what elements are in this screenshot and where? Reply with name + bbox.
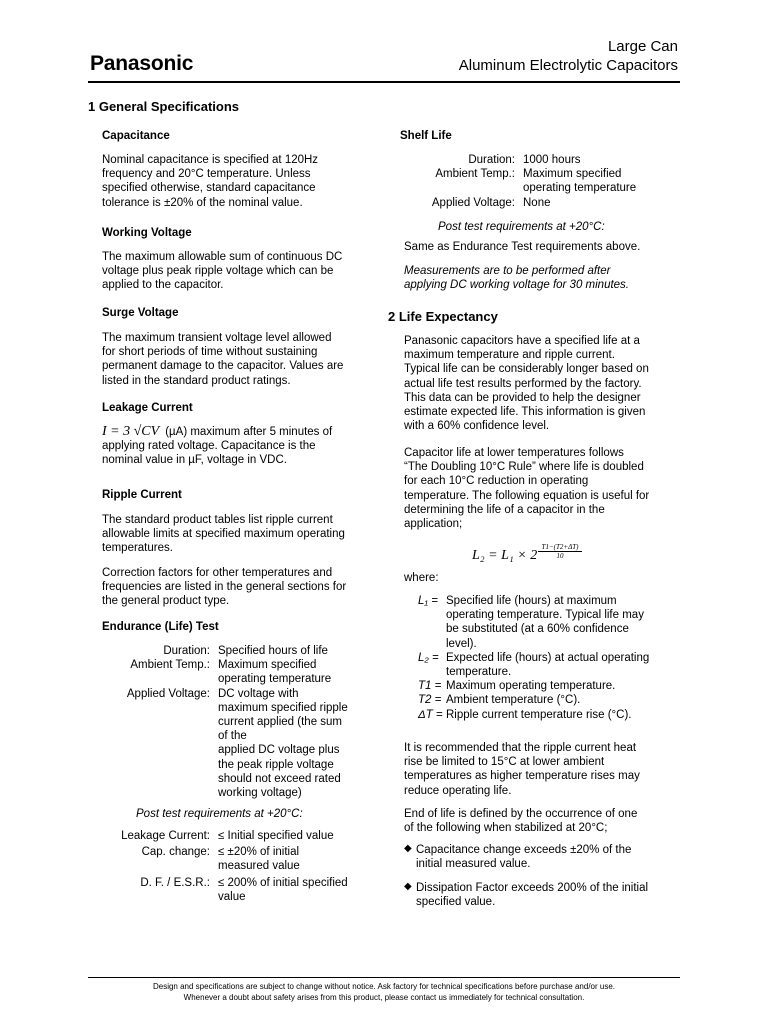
- shelf-ambient-label: Ambient Temp.:: [435, 168, 515, 181]
- leakage-formula: I = 3 √CV: [102, 424, 160, 439]
- shelf-duration-value: 1000 hours: [523, 154, 581, 166]
- endurance-post-test-table: [102, 829, 360, 904]
- section-title-general: 1 General Specifications: [88, 99, 240, 114]
- definition-t2: T2 = Ambient temperature (°C).: [418, 694, 581, 707]
- shelf-ambient-value: Maximum specified operating temperature: [523, 168, 637, 195]
- brand-logo: Panasonic: [90, 52, 194, 75]
- end-of-life-bullet-2: ◆ Dissipation Factor exceeds 200% of the initial specified value.: [404, 881, 649, 909]
- end-of-life-bullet-1: ◆ Capacitance change exceeds ±20% of the initial measured value.: [404, 843, 632, 871]
- heading-surge-voltage: Surge Voltage: [102, 307, 179, 319]
- header-rule: [88, 81, 680, 83]
- heading-endurance-test: Endurance (Life) Test: [102, 621, 219, 633]
- para-life-4: End of life is defined by the occurrence of one of the following when stabilized at 20°C;: [404, 808, 638, 835]
- diamond-bullet-icon: ◆: [404, 843, 412, 854]
- endurance-duration-value: Specified hours of life: [218, 645, 328, 657]
- where-label: where:: [404, 572, 439, 584]
- shelf-voltage-value: None: [523, 196, 551, 209]
- endurance-voltage-label: Applied Voltage:: [126, 687, 210, 700]
- shelf-life-table: [404, 153, 674, 210]
- heading-working-voltage: Working Voltage: [102, 227, 192, 239]
- shelf-measurements-note: Measurements are to be performed after applying DC working voltage for 30 minutes.: [404, 265, 630, 292]
- doc-title-line1: Large Can: [607, 38, 678, 55]
- footer-disclaimer-1: Design and specifications are subject to change without notice. Ask factory for technical specifications before purchase and/or use.: [152, 982, 616, 991]
- para-life-3: It is recommended that the ripple current heat rise be limited to 15°C at lower ambient temperatures as higher temperature rises may reduce operating life.: [404, 742, 640, 797]
- para-ripple-current-2: Correction factors for other temperatures and frequencies are listed in the general sections for the general product type.: [102, 567, 347, 608]
- para-life-1: Panasonic capacitors have a specified life at a maximum temperature and ripple current. Typical life can be considerably longer based on actual life test results performed by the factory. This data can be provided to help the designer estimate expected life. This information is given with a 60% confidence level.: [404, 335, 649, 433]
- diamond-bullet-icon: ◆: [404, 881, 412, 892]
- section-title-life-expectancy: 2 Life Expectancy: [388, 309, 498, 324]
- para-working-voltage: The maximum allowable sum of continuous DC voltage plus peak ripple voltage which can be applied to the capacitor.: [102, 251, 343, 292]
- post-df-label: D. F. / E.S.R.:: [140, 876, 210, 889]
- footer-disclaimer-2: Whenever a doubt about safety arises from this product, please contact us immediately for technical consultation.: [183, 993, 585, 1002]
- heading-ripple-current: Ripple Current: [102, 489, 182, 501]
- definition-l1: L₁ = Specified life (hours) at maximum operating temperature. Typical life may be substituted (at a 60% confidence level).: [418, 595, 644, 650]
- shelf-same-as: Same as Endurance Test requirements above.: [404, 241, 641, 253]
- endurance-ambient-value: Maximum specified operating temperature: [218, 659, 332, 686]
- life-equation: L₂ = L₁ × 2 $\frac{T1-(T2+\Delta T)}{10}$: [472, 546, 537, 564]
- endurance-ambient-label: Ambient Temp.:: [130, 659, 210, 672]
- post-df-value: ≤ 200% of initial specified value: [218, 876, 348, 903]
- post-cap-label: Cap. change:: [141, 846, 210, 859]
- doc-title-line2: Aluminum Electrolytic Capacitors: [458, 57, 678, 74]
- equation-exponent-denominator: 10: [556, 552, 564, 560]
- endurance-voltage-value: DC voltage with maximum specified ripple current applied (the sum of the applied DC voltage plus the peak ripple voltage should not exceed rated working voltage): [218, 687, 348, 800]
- shelf-voltage-label: Applied Voltage:: [431, 196, 515, 209]
- para-capacitance: Nominal capacitance is specified at 120Hz frequency and 20°C temperature. Unless specified otherwise, standard capacitance tolerance is ±20% of the nominal value.: [102, 154, 319, 209]
- shelf-duration-label: Duration:: [468, 154, 515, 166]
- footer-rule: [88, 977, 680, 978]
- definition-delta-t: ΔT = Ripple current temperature rise (°C).: [418, 708, 632, 721]
- definitions-list: [418, 594, 678, 722]
- endurance-duration-label: Duration:: [163, 645, 210, 657]
- post-leakage-value: ≤ Initial specified value: [218, 830, 334, 842]
- shelf-post-test-heading: Post test requirements at +20°C:: [438, 221, 605, 233]
- heading-shelf-life: Shelf Life: [400, 130, 452, 142]
- heading-leakage-current: Leakage Current: [102, 402, 193, 414]
- endurance-table: [102, 644, 360, 800]
- post-leakage-label: Leakage Current:: [121, 830, 210, 842]
- para-leakage-current: I = 3 √CV (µA) maximum after 5 minutes of applying rated voltage. Capacitance is the nominal value in µF, voltage in VDC.: [102, 424, 333, 467]
- para-life-2: Capacitor life at lower temperatures follows “The Doubling 10°C Rule” where life is doubled for each 10°C reduction in operating temperature. The following equation is useful for determining the life of a capacitor in the application;: [404, 447, 650, 531]
- para-ripple-current-1: The standard product tables list ripple current allowable limits at specified maximum operating temperatures.: [102, 514, 345, 555]
- endurance-post-test-heading: Post test requirements at +20°C:: [136, 808, 303, 820]
- heading-capacitance: Capacitance: [102, 130, 170, 142]
- para-surge-voltage: The maximum transient voltage level allowed for short periods of time without sustaining permanent damage to the capacitor. Values are listed in the standard product ratings.: [102, 332, 344, 387]
- equation-exponent-numerator: T1−(T2+ΔT): [538, 543, 582, 552]
- definition-l2: L₂ = Expected life (hours) at actual operating temperature.: [418, 651, 650, 679]
- definition-t1: T1 = Maximum operating temperature.: [418, 680, 616, 693]
- post-cap-value: ≤ ±20% of initial measured value: [218, 846, 300, 873]
